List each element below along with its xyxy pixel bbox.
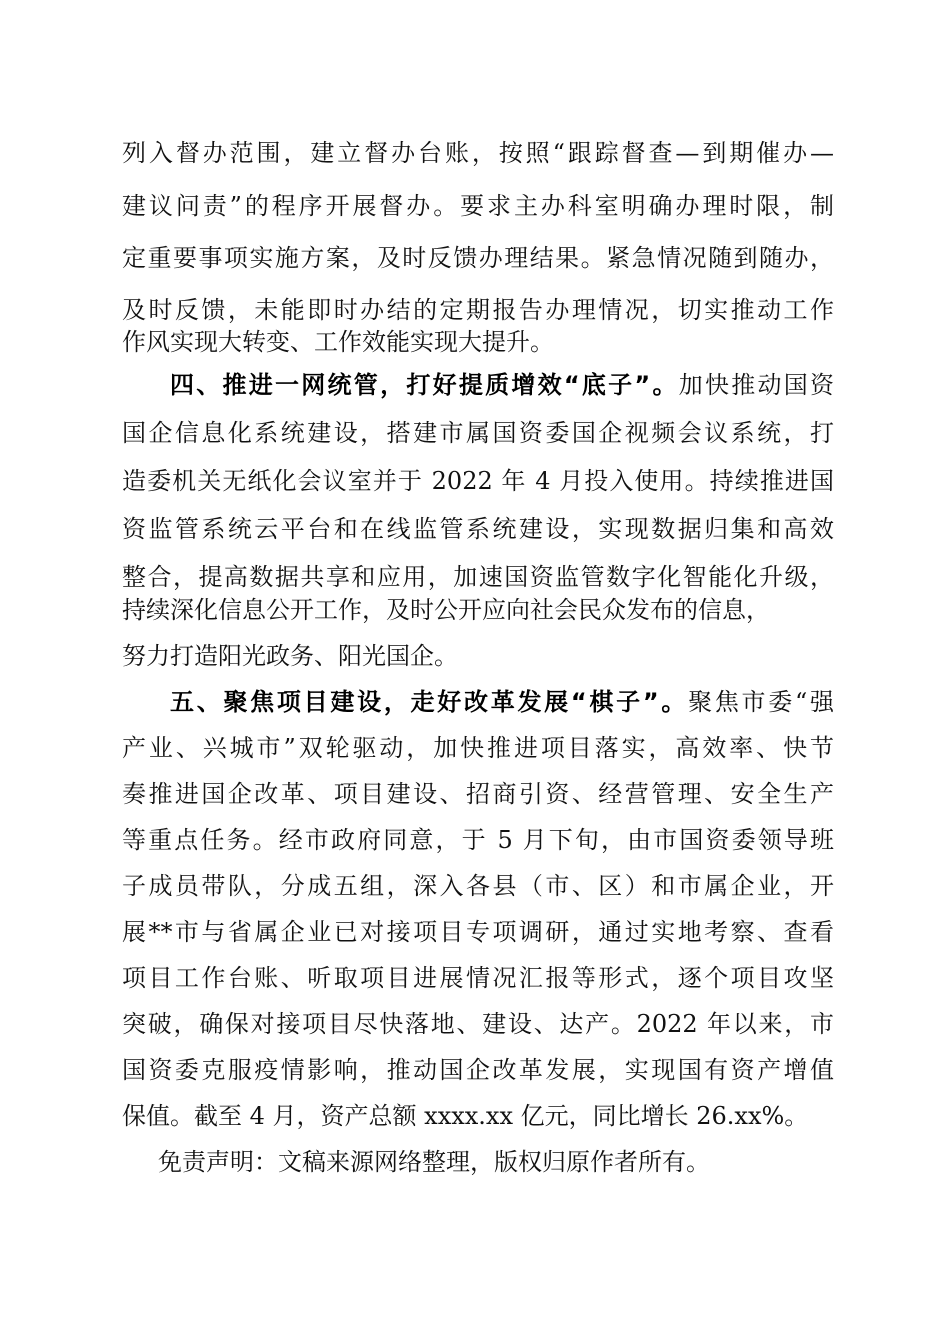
paragraph-line: 展**市与省属企业已对接项目专项调研，通过实地考察、查看: [122, 918, 834, 946]
disclaimer: 免责声明：文稿来源网络整理，版权归原作者所有。: [158, 1148, 710, 1176]
paragraph-line: 定重要事项实施方案，及时反馈办理结果。紧急情况随到随办，: [122, 244, 834, 272]
section-four-first-line: [170, 370, 834, 400]
paragraph-line: 造委机关无纸化会议室并于 2022 年 4 月投入使用。持续推进国: [122, 467, 834, 495]
paragraph-line: 突破，确保对接项目尽快落地、建设、达产。2022 年以来，市: [122, 1010, 834, 1038]
paragraph-line: 子成员带队，分成五组，深入各县（市、区）和市属企业，开: [122, 872, 834, 900]
paragraph-line: 国企信息化系统建设，搭建市属国资委国企视频会议系统，打: [122, 419, 834, 447]
section-five-heading: 五、聚焦项目建设，走好改革发展“棋子”。: [170, 688, 689, 716]
section-four-heading: 四、推进一网统管，打好提质增效“底子”。: [170, 371, 679, 399]
paragraph-line: 等重点任务。经市政府同意，于 5 月下旬，由市国资委领导班: [122, 826, 834, 854]
paragraph-line: 列入督办范围，建立督办台账，按照“跟踪督查—到期催办—: [122, 139, 834, 167]
paragraph-line: 及时反馈，未能即时办结的定期报告办理情况，切实推动工作: [122, 296, 834, 324]
section-five-first-line-rest: 聚焦市委“强: [688, 688, 834, 716]
section-five-first-line: [170, 687, 834, 717]
paragraph-line: 奏推进国企改革、项目建设、招商引资、经营管理、安全生产: [122, 780, 834, 808]
section-four-first-line-rest: 加快推动国资: [678, 371, 835, 399]
paragraph-line: 保值。截至 4 月，资产总额 xxxx.xx 亿元，同比增长 26.xx%。: [122, 1102, 809, 1130]
paragraph-line: 产业、兴城市”双轮驱动，加快推进项目落实，高效率、快节: [122, 734, 834, 762]
paragraph-line: 努力打造阳光政务、阳光国企。: [122, 642, 458, 670]
paragraph-line: 整合，提高数据共享和应用，加速国资监管数字化智能化升级，: [122, 563, 834, 591]
paragraph-line: 项目工作台账、听取项目进展情况汇报等形式，逐个项目攻坚: [122, 964, 834, 992]
paragraph-line: 资监管系统云平台和在线监管系统建设，实现数据归集和高效: [122, 515, 834, 543]
paragraph-line: 作风实现大转变、工作效能实现大提升。: [122, 328, 554, 356]
paragraph-line: 国资委克服疫情影响，推动国企改革发展，实现国有资产增值: [122, 1056, 834, 1084]
paragraph-line: 建议问责”的程序开展督办。要求主办科室明确办理时限，制: [122, 192, 834, 220]
paragraph-line: 持续深化信息公开工作，及时公开应向社会民众发布的信息，: [122, 596, 770, 624]
